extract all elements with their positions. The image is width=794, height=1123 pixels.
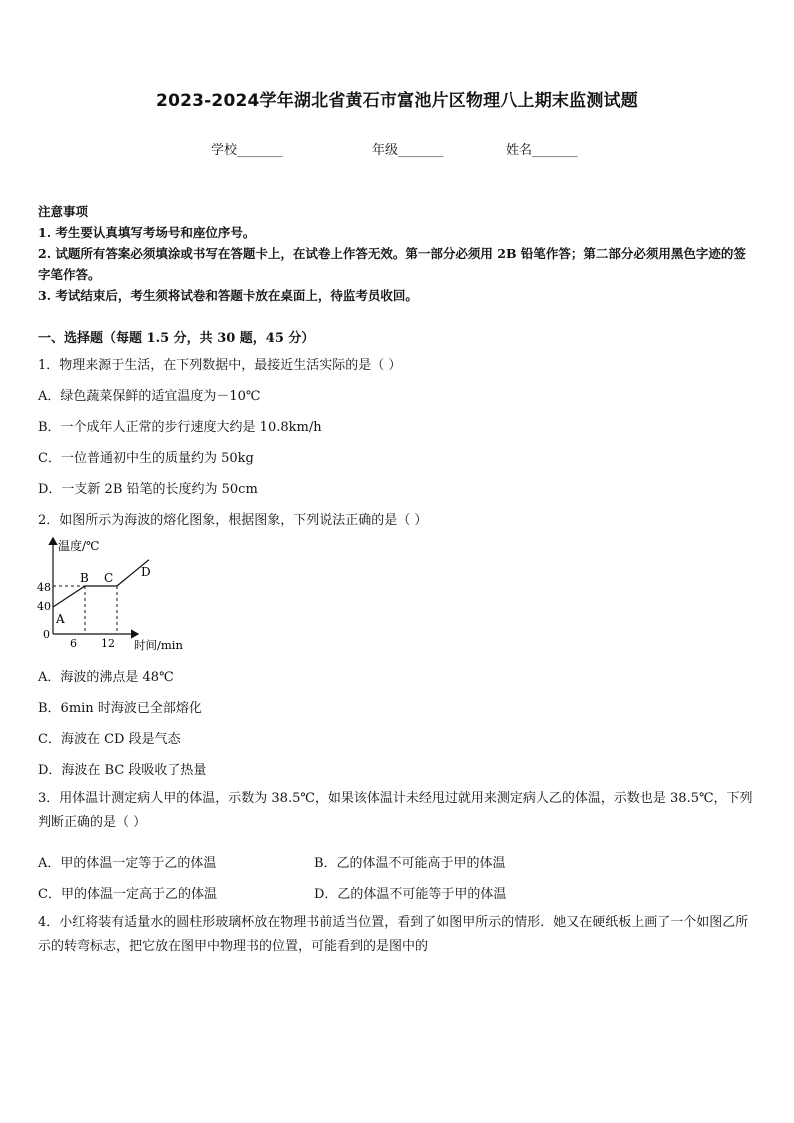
y-axis-label: 温度/℃ [58, 539, 100, 553]
option-d[interactable]: D．乙的体温不可能等于甲的体温 [314, 887, 507, 902]
notice-heading: 注意事项 [38, 204, 89, 219]
page-title: 2023-2024学年湖北省黄石市富池片区物理八上期末监测试题 [156, 91, 638, 111]
x-tick-label: 6 [70, 637, 77, 650]
x-axis-label: 时间/min [134, 638, 183, 652]
x-tick-label: 0 [43, 628, 50, 641]
question-stem: 3．用体温计测定病人甲的体温，示数为 38.5℃，如果该体温计未经甩过就用来测定病人乙的体温，示数也是 38.5℃，下列判断正确的是（ ） [38, 791, 753, 830]
option-c[interactable]: C．一位普通初中生的质量约为 50kg [38, 451, 254, 466]
point-label-c: C [103, 571, 114, 585]
question-stem: 1．物理来源于生活，在下列数据中，最接近生活实际的是（ ） [38, 358, 402, 373]
notice-block [38, 201, 758, 306]
melting-curve [53, 560, 149, 607]
option-a[interactable]: A．甲的体温一定等于乙的体温 [38, 856, 217, 871]
question-stem: 4．小红将装有适量水的圆柱形玻璃杯放在物理书前适当位置，看到了如图甲所示的情形．她又在硬纸板上画了一个如图乙所示的转弯标志，把它放在图甲中物理书的位置，可能看到的是图中的 [38, 915, 749, 954]
y-tick-label: 40 [37, 600, 51, 613]
section-heading: 一、选择题（每题 1.5 分，共 30 题，45 分） [38, 331, 315, 346]
name-field[interactable]: 姓名_______ [506, 143, 578, 158]
option-a[interactable]: A．海波的沸点是 48℃ [38, 670, 174, 685]
option-b[interactable]: B．一个成年人正常的步行速度大约是 10.8km/h [38, 420, 322, 435]
option-d[interactable]: D．一支新 2B 铅笔的长度约为 50cm [38, 482, 258, 497]
option-c[interactable]: C．甲的体温一定高于乙的体温 [38, 887, 217, 902]
notice-item: 3. 考试结束后，考生须将试卷和答题卡放在桌面上，待监考员收回。 [38, 288, 418, 303]
notice-item: 1. 考生要认真填写考场号和座位序号。 [38, 225, 256, 240]
notice-item: 2. 试题所有答案必须填涂或书写在答题卡上，在试卷上作答无效。第一部分必须用 2B 铅笔作答；第二部分必须用黑色字迹的签字笔作答。 [38, 246, 746, 282]
point-label-a: A [56, 612, 65, 626]
option-b[interactable]: B．乙的体温不可能高于甲的体温 [314, 856, 506, 871]
question-stem: 2．如图所示为海波的熔化图象，根据图象，下列说法正确的是（ ） [38, 513, 428, 528]
y-tick-label: 48 [37, 581, 51, 594]
option-c[interactable]: C．海波在 CD 段是气态 [38, 732, 181, 747]
x-tick-label: 12 [101, 637, 115, 650]
point-label-d: D [140, 564, 151, 579]
option-b[interactable]: B．6min 时海波已全部熔化 [38, 701, 202, 716]
option-d[interactable]: D．海波在 BC 段吸收了热量 [38, 763, 207, 778]
grade-field[interactable]: 年级_______ [372, 143, 444, 158]
option-a[interactable]: A．绿色蔬菜保鲜的适宜温度为－10℃ [38, 389, 261, 404]
point-label-b: B [79, 571, 89, 585]
melting-graph [34, 534, 184, 658]
school-field[interactable]: 学校_______ [211, 143, 283, 158]
